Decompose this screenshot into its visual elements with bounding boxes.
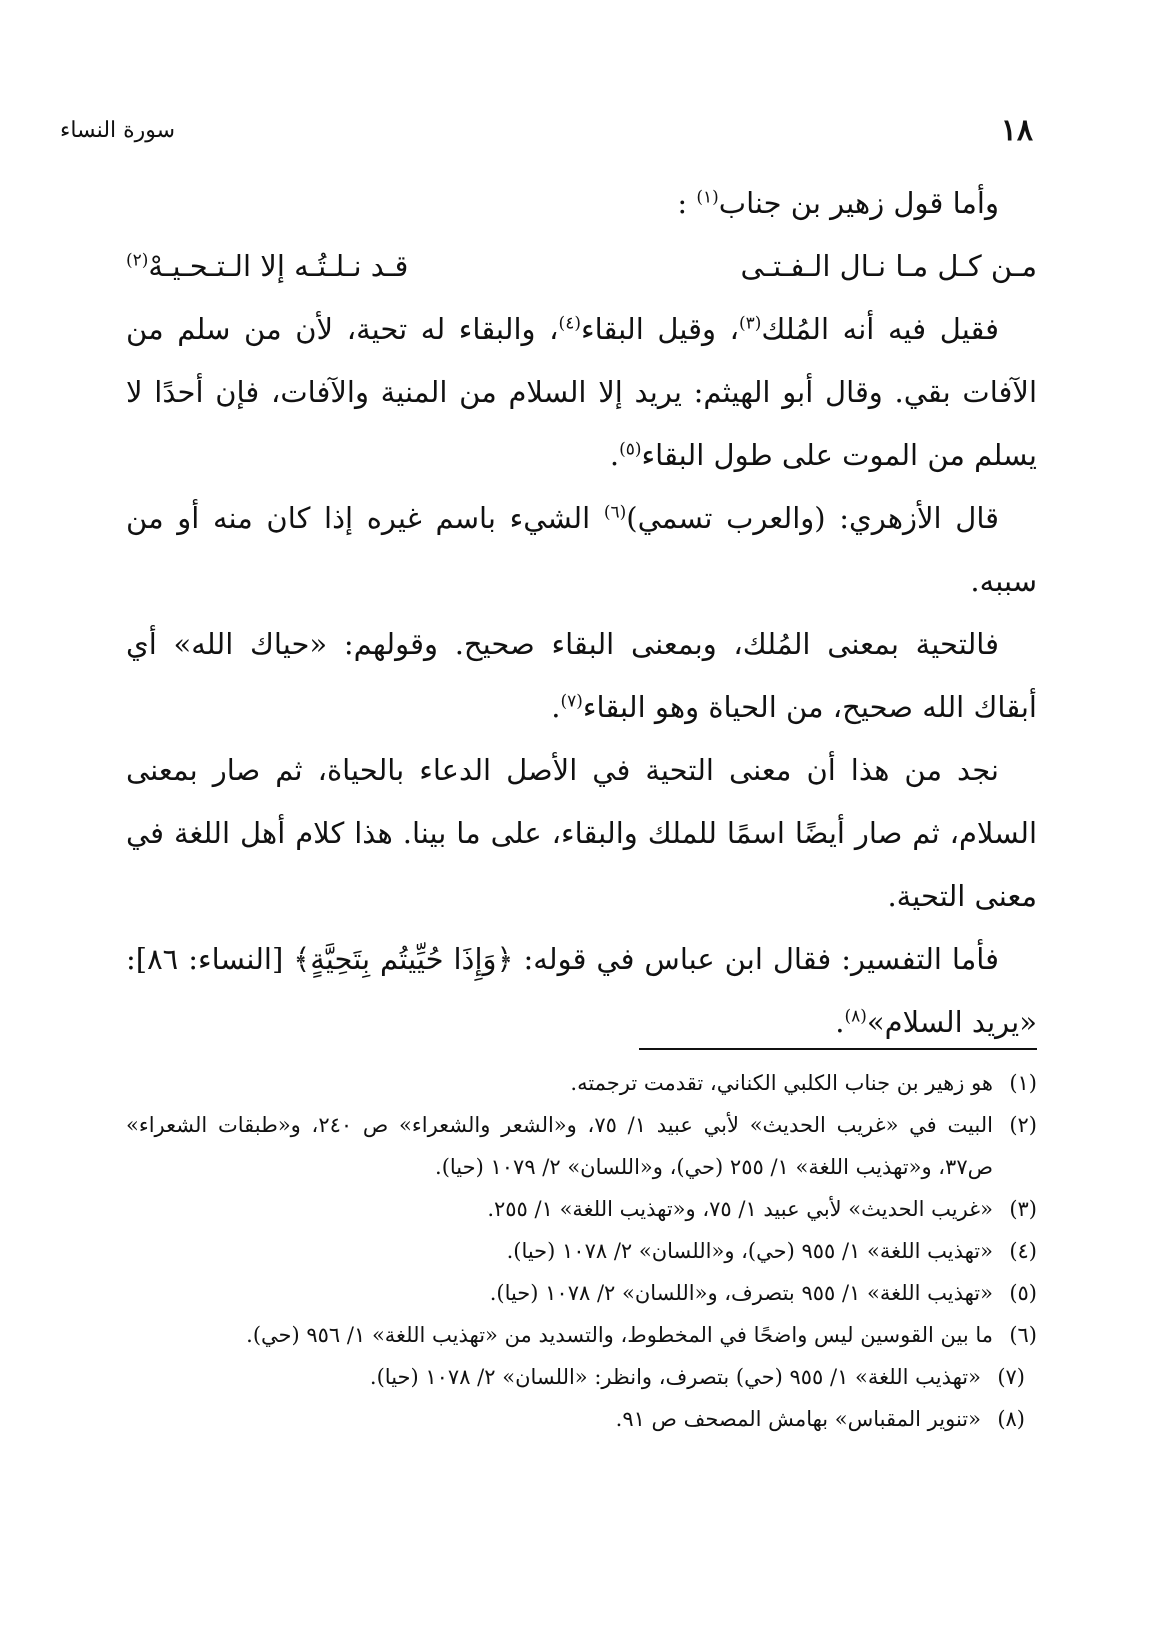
footnote-text: هو زهير بن جناب الكلبي الكناني، تقدمت ترجمته. bbox=[570, 1071, 993, 1095]
footnote-ref-2: (٢) bbox=[126, 250, 149, 271]
paragraph-text: وأما قول زهير بن جناب bbox=[718, 186, 999, 220]
footnote-ref-3: (٣) bbox=[738, 313, 762, 334]
page-number: ١٨ bbox=[1000, 112, 1033, 148]
footnote-divider bbox=[639, 1048, 1037, 1050]
footnote-number: (٨) bbox=[997, 1407, 1025, 1431]
paragraph-text: الشيء باسم غيره إذا كان منه أو من سببه. bbox=[126, 501, 1037, 598]
footnote-number: (٦) bbox=[1009, 1323, 1037, 1347]
paragraph-azhari bbox=[126, 487, 1037, 613]
footnote-5 bbox=[126, 1272, 1037, 1314]
footnote-4 bbox=[126, 1230, 1037, 1272]
footnote-3 bbox=[126, 1188, 1037, 1230]
footnote-6 bbox=[126, 1314, 1037, 1356]
footnote-ref-1: (١) bbox=[696, 187, 719, 208]
footnote-7 bbox=[126, 1356, 1037, 1398]
footnote-8 bbox=[126, 1398, 1037, 1440]
footnote-number: (٣) bbox=[1009, 1197, 1037, 1221]
paragraph-text: فالتحية بمعنى المُلك، وبمعنى البقاء صحيح. وقولهم: «حياك الله» أي أبقاك الله صحيح، من الحياة وهو البقاء bbox=[126, 627, 1037, 724]
paragraph-punct: . bbox=[609, 438, 620, 472]
footnote-number: (١) bbox=[1009, 1071, 1037, 1095]
footnote-text: «تهذيب اللغة» ١/ ٩٥٥ بتصرف، و«اللسان» ٢/ ١٠٧٨ (حيا). bbox=[489, 1281, 993, 1305]
main-text bbox=[126, 172, 1037, 1054]
paragraph-text: فأما التفسير: فقال ابن عباس في قوله: ﴿وَإِذَا حُيِّيتُم بِتَحِيَّةٍ﴾ [النساء: ٨٦]: «يريد السلام» bbox=[126, 942, 1037, 1039]
verse-second-hemistich bbox=[126, 235, 408, 298]
paragraph-intro bbox=[126, 172, 1037, 235]
paragraph-punct: . bbox=[551, 690, 561, 724]
footnote-text: البيت في «غريب الحديث» لأبي عبيد ١/ ٧٥، و«الشعر والشعراء» ص ٢٤٠، و«طبقات الشعراء» ص٣٧، و«تهذيب اللغة» ١/ ٢٥٥ (حي)، و«اللسان» ٢/ ١٠٧٩ (حيا). bbox=[126, 1113, 993, 1179]
footnote-text: ما بين القوسين ليس واضحًا في المخطوط، والتسديد من «تهذيب اللغة» ١/ ٩٥٦ (حي). bbox=[246, 1323, 993, 1347]
footnote-2 bbox=[126, 1104, 1037, 1188]
verse-second-text: قـد نـلـتُـه إلا الـتـحـيـهْ bbox=[148, 249, 409, 283]
paragraph-text: ، وقيل البقاء bbox=[580, 312, 739, 346]
footnote-number: (٥) bbox=[1009, 1281, 1037, 1305]
footnote-number: (٤) bbox=[1009, 1239, 1037, 1263]
paragraph-text: قال الأزهري: (والعرب تسمي) bbox=[626, 501, 1000, 535]
paragraph-punct: . bbox=[835, 1005, 845, 1039]
footnote-text: «تنوير المقباس» بهامش المصحف ص ٩١. bbox=[615, 1407, 981, 1431]
footnote-text: «غريب الحديث» لأبي عبيد ١/ ٧٥، و«تهذيب اللغة» ١/ ٢٥٥. bbox=[487, 1197, 993, 1221]
surah-title: سورة النساء bbox=[60, 117, 176, 143]
paragraph-text: ، والبقاء له تحية، لأن من سلم من الآفات بقي. وقال أبو الهيثم: يريد إلا السلام من المنية والآفات، فإن أحدًا لا يسلم من الموت على طول البقاء bbox=[126, 312, 1037, 472]
footnote-ref-8: (٨) bbox=[844, 1006, 867, 1027]
footnote-ref-7: (٧) bbox=[560, 691, 583, 712]
running-head bbox=[60, 100, 1033, 160]
footnote-ref-5: (٥) bbox=[619, 439, 642, 460]
paragraph-tahiyya bbox=[126, 613, 1037, 739]
paragraph-tafsir bbox=[126, 928, 1037, 1054]
paragraph-meaning bbox=[126, 298, 1037, 487]
footnote-text: «تهذيب اللغة» ١/ ٩٥٥ (حي)، و«اللسان» ٢/ ١٠٧٨ (حيا). bbox=[506, 1239, 993, 1263]
paragraph-punct: : bbox=[677, 186, 688, 220]
footnote-number: (٧) bbox=[997, 1365, 1025, 1389]
paragraph-text: فقيل فيه أنه المُلك bbox=[761, 312, 999, 346]
footnote-number: (٢) bbox=[1009, 1113, 1037, 1137]
footnote-ref-4: (٤) bbox=[558, 313, 581, 334]
footnote-ref-6: (٦) bbox=[603, 502, 627, 523]
footnote-text: «تهذيب اللغة» ١/ ٩٥٥ (حي) بتصرف، وانظر: «اللسان» ٢/ ١٠٧٨ (حيا). bbox=[369, 1365, 981, 1389]
verse-first-hemistich: مـن كـل مـا نـال الـفـتـى bbox=[740, 249, 1037, 283]
verse-line bbox=[126, 235, 1037, 298]
paragraph-conclusion: نجد من هذا أن معنى التحية في الأصل الدعاء بالحياة، ثم صار بمعنى السلام، ثم صار أيضًا اسمًا للملك والبقاء، على ما بينا. هذا كلام أهل اللغة في معنى التحية. bbox=[126, 753, 1037, 913]
footnotes bbox=[126, 1062, 1037, 1440]
footnote-1 bbox=[126, 1062, 1037, 1104]
